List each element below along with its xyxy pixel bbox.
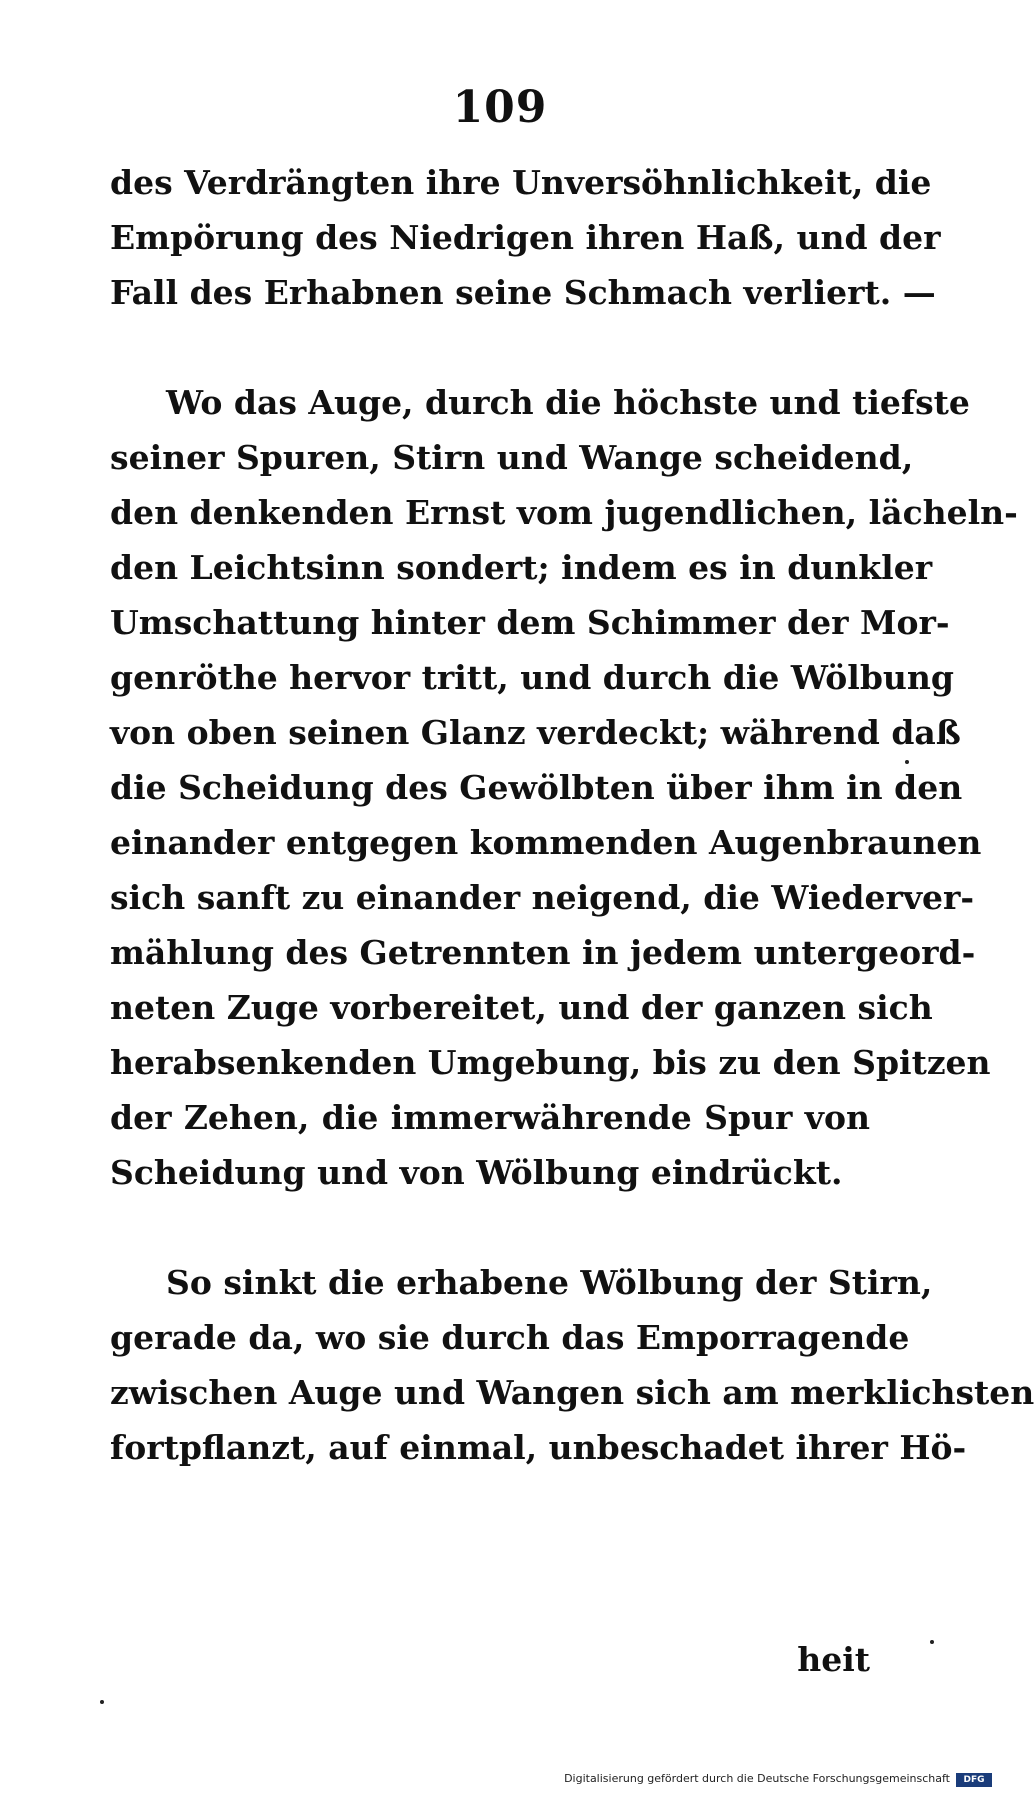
scan-speck — [905, 760, 909, 764]
text-line: sich sanft zu einander neigend, die Wiederver- — [110, 878, 975, 917]
text-line: gerade da, wo sie durch das Emporragende — [110, 1318, 910, 1357]
text-line: zwischen Auge und Wangen sich am merklichsten — [110, 1373, 1034, 1412]
text-line: Umschattung hinter dem Schimmer der Mor- — [110, 603, 950, 642]
text-line: die Scheidung des Gewölbten über ihm in den — [110, 768, 963, 807]
page-number: 109 — [452, 82, 548, 133]
text-line: den Leichtsinn sondert; indem es in dunkler — [110, 548, 933, 587]
text-line: von oben seinen Glanz verdeckt; während daß — [110, 713, 961, 752]
dfg-logo: DFG — [956, 1773, 992, 1787]
text-line: Fall des Erhabnen seine Schmach verliert. — — [110, 273, 936, 312]
text-line: des Verdrängten ihre Unversöhnlichkeit, die — [110, 163, 932, 202]
digitization-footer: Digitalisierung gefördert durch die Deutsche Forschungsgemeinschaft — [564, 1772, 950, 1785]
text-line: fortpflanzt, auf einmal, unbeschadet ihrer Hö- — [110, 1428, 967, 1467]
text-line: genröthe hervor tritt, und durch die Wölbung — [110, 658, 954, 697]
text-line: der Zehen, die immerwährende Spur von — [110, 1098, 870, 1137]
text-line: einander entgegen kommenden Augenbraunen — [110, 823, 982, 862]
text-line: neten Zuge vorbereitet, und der ganzen sich — [110, 988, 933, 1027]
text-line: seiner Spuren, Stirn und Wange scheidend, — [110, 438, 914, 477]
text-line: So sinkt die erhabene Wölbung der Stirn, — [166, 1263, 933, 1302]
scan-speck — [100, 1700, 104, 1704]
text-line: den denkenden Ernst vom jugendlichen, lächeln- — [110, 493, 1018, 532]
text-line: Scheidung und von Wölbung eindrückt. — [110, 1153, 843, 1192]
text-line: Wo das Auge, durch die höchste und tiefste — [166, 383, 970, 422]
text-line: Empörung des Niedrigen ihren Haß, und der — [110, 218, 941, 257]
text-line: mählung des Getrennten in jedem untergeord- — [110, 933, 976, 972]
scan-speck — [930, 1640, 934, 1644]
catchword: heit — [797, 1640, 870, 1679]
text-line: herabsenkenden Umgebung, bis zu den Spitzen — [110, 1043, 991, 1082]
